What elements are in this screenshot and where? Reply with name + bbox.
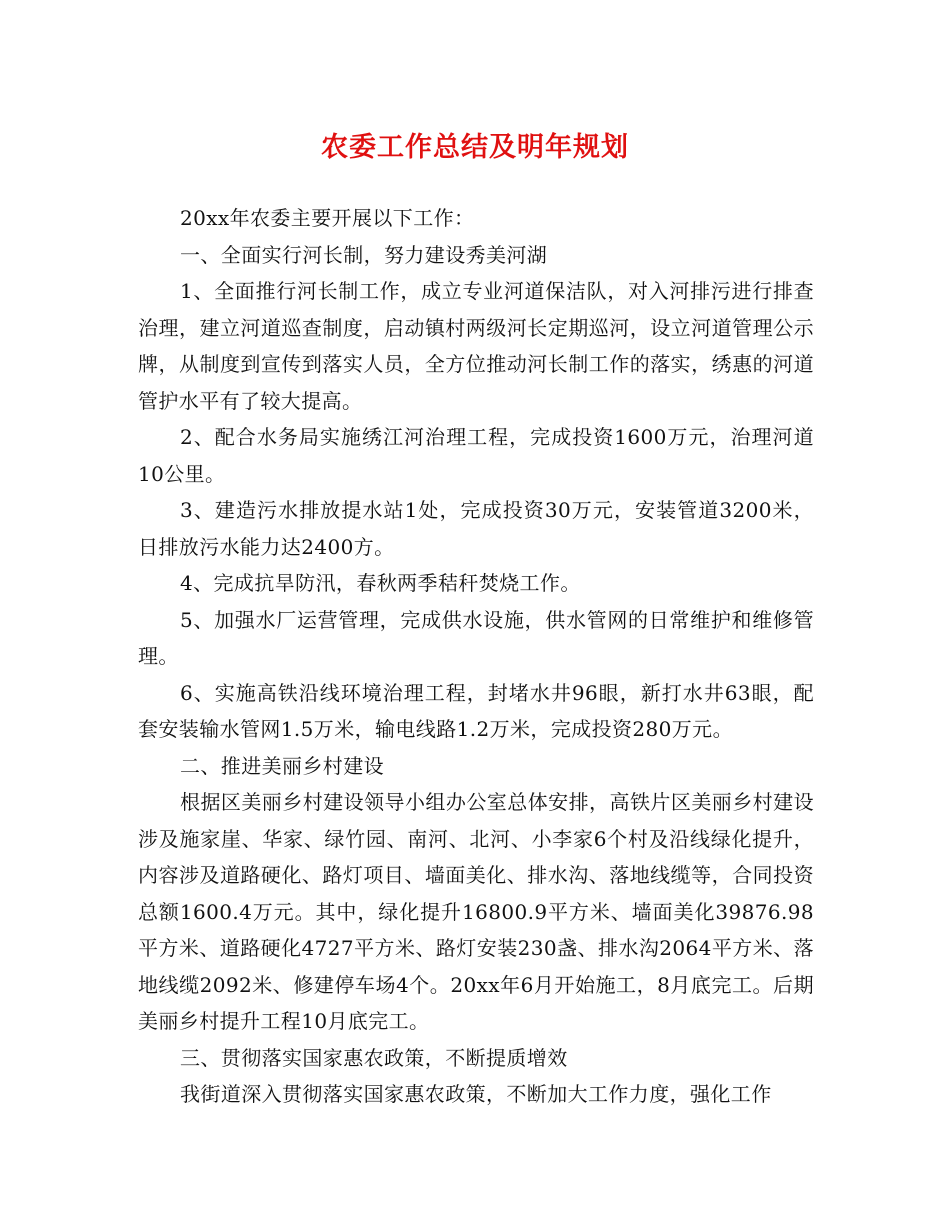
item-paragraph-1: 1、全面推行河长制工作，成立专业河道保洁队，对入河排污进行排查治理，建立河道巡查制度，启动镇村两级河长定期巡河，设立河道管理公示牌，从制度到宣传到落实人员，全方位推动河长制工作的落实，绣惠的河道管护水平有了较大提高。 <box>138 279 814 413</box>
section-heading-2: 二、推进美丽乡村建设 <box>180 753 384 778</box>
section-heading-1: 一、全面实行河长制，努力建设秀美河湖 <box>180 242 548 267</box>
item-paragraph-4: 4、完成抗旱防汛，春秋两季秸秆焚烧工作。 <box>180 571 581 595</box>
item-paragraph-3: 3、建造污水排放提水站1处，完成投资30万元，安装管道3200米，日排放污水能力达2400方。 <box>138 498 814 559</box>
section-2-paragraph: 根据区美丽乡村建设领导小组办公室总体安排，高铁片区美丽乡村建设涉及施家崖、华家、绿竹园、南河、北河、小李家6个村及沿线绿化提升，内容涉及道路硬化、路灯项目、墙面美化、排水沟、落地线缆等，合同投资总额1600.4万元。其中，绿化提升16800.9平方米、墙面美化39876.98平方米、道路硬化4727平方米、路灯安装230盏、排水沟2064平方米、落地线缆2092米、修建停车场4个。20xx年6月开始施工，8月底完工。后期美丽乡村提升工程10月底完工。 <box>138 790 814 1033</box>
item-paragraph-5: 5、加强水厂运营管理，完成供水设施，供水管网的日常维护和维修管理。 <box>138 607 814 668</box>
section-3-paragraph: 我街道深入贯彻落实国家惠农政策，不断加大工作力度，强化工作 <box>180 1082 772 1106</box>
item-paragraph-6: 6、实施高铁沿线环境治理工程，封堵水井96眼，新打水井63眼，配套安装输水管网1.5万米，输电线路1.2万米，完成投资280万元。 <box>138 680 814 741</box>
item-paragraph-2: 2、配合水务局实施绣江河治理工程，完成投资1600万元，治理河道10公里。 <box>138 425 814 486</box>
document-title: 农委工作总结及明年规划 <box>321 132 629 163</box>
document-body <box>138 200 814 1113</box>
section-heading-3: 三、贯彻落实国家惠农政策，不断提质增效 <box>180 1045 568 1070</box>
intro-paragraph: 20xx年农委主要开展以下工作： <box>180 206 475 230</box>
